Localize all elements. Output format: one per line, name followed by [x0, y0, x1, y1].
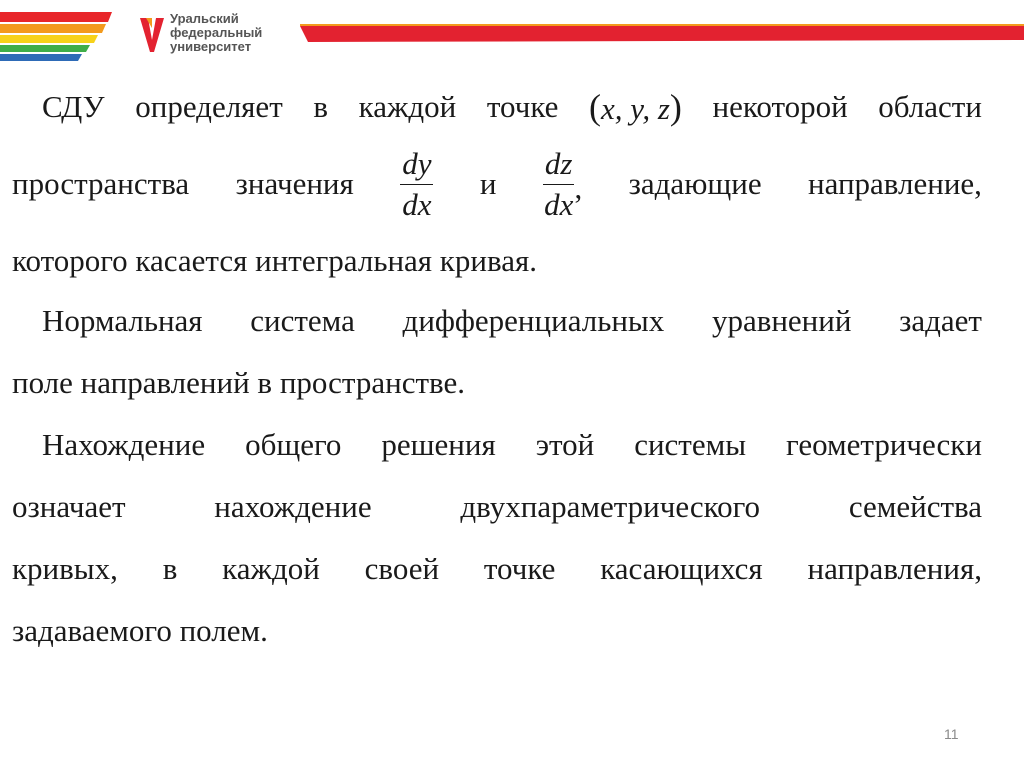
text-line-2 — [12, 136, 982, 232]
text-line-5 — [12, 352, 982, 414]
word: в — [162, 551, 178, 586]
close-paren: ) — [669, 87, 682, 127]
page-number: 11 — [944, 726, 959, 742]
word: и — [479, 166, 497, 201]
word: уравнений — [711, 303, 852, 338]
word: каждой — [358, 89, 457, 124]
word: решения — [381, 427, 496, 462]
word: Нормальная — [42, 303, 203, 338]
university-stripes-logo — [0, 0, 120, 62]
university-name-line-2: федеральный — [170, 25, 263, 40]
word: этой — [535, 427, 595, 462]
word: своей — [364, 551, 440, 586]
word: области — [878, 89, 982, 124]
university-name — [170, 12, 262, 54]
word: направление, — [808, 166, 982, 201]
text-line-3 — [12, 232, 982, 290]
fraction-dz-dx-group — [543, 144, 582, 225]
text-line-9 — [12, 600, 982, 662]
word: Нахождение — [42, 427, 206, 462]
word: семейства — [848, 489, 982, 524]
line-text: поле направлений в пространстве. — [12, 365, 465, 400]
text-line-4 — [12, 290, 982, 352]
text-line-6 — [12, 414, 982, 476]
text-line-8 — [12, 538, 982, 600]
point-variables: x, y, z — [601, 91, 670, 126]
slide-text — [12, 78, 982, 662]
university-name-line-3: университет — [170, 39, 252, 54]
fraction-dy-dx — [400, 144, 433, 225]
university-name-line-1: Уральский — [170, 11, 239, 26]
word: дифференциальных — [402, 303, 665, 338]
word: задающие — [628, 166, 762, 201]
fraction-numerator: dz — [543, 144, 575, 185]
word: двухпараметрического — [460, 489, 761, 524]
word: некоторой — [712, 89, 848, 124]
word: значения — [235, 166, 354, 201]
word: геометрически — [786, 427, 982, 462]
comma: , — [574, 169, 583, 205]
word: кривых, — [12, 551, 118, 586]
word: точке — [483, 551, 556, 586]
word: в — [313, 89, 329, 124]
ural-university-emblem — [138, 14, 166, 54]
word: пространства — [12, 166, 190, 201]
word: означает — [12, 489, 126, 524]
header-red-band — [300, 24, 1024, 44]
word: система — [250, 303, 355, 338]
word: точке — [486, 89, 559, 124]
slide-header — [0, 0, 1024, 70]
fraction-denominator: dx — [402, 186, 432, 222]
fraction-denominator: dx — [544, 186, 574, 222]
fraction-dz-dx — [543, 144, 575, 225]
fraction-numerator: dy — [400, 144, 433, 185]
word: касающихся — [600, 551, 763, 586]
word: общего — [245, 427, 342, 462]
word: задает — [899, 303, 982, 338]
line-text: задаваемого полем. — [12, 613, 268, 648]
word: нахождение — [214, 489, 372, 524]
word: каждой — [222, 551, 320, 586]
open-paren: ( — [589, 87, 602, 127]
text-line-7 — [12, 476, 982, 538]
word: СДУ — [42, 89, 105, 124]
word: направления, — [807, 551, 982, 586]
point-formula — [589, 86, 682, 128]
word: определяет — [135, 89, 283, 124]
word: системы — [634, 427, 747, 462]
line-text: которого касается интегральная кривая. — [12, 243, 537, 278]
text-line-1 — [12, 78, 982, 136]
